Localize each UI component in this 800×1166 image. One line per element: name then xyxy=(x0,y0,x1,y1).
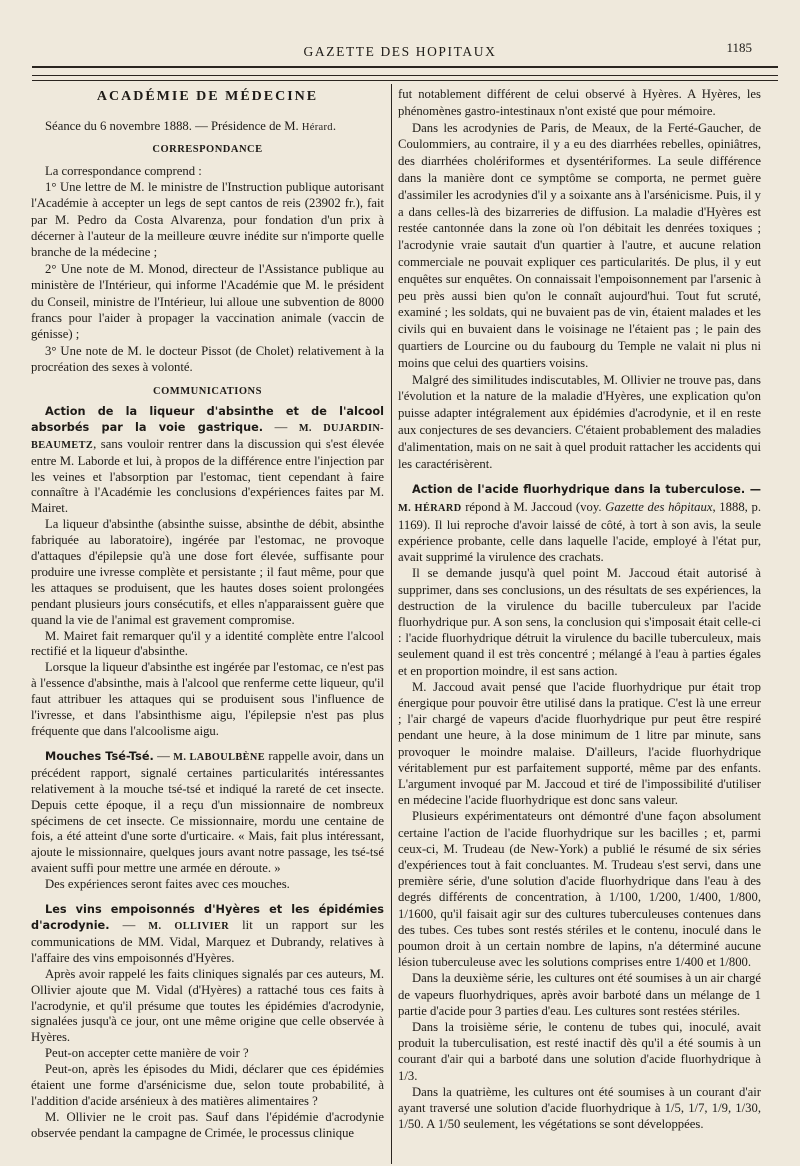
page-number: 1185 xyxy=(726,40,752,55)
absinthe-paragraph-2: La liqueur d'absinthe (absinthe suisse, absinthe de débit, absinthe fabriquée au laboratoire), ingérée par l'estomac, ne provoque d'attaques d'épilepsie qu'à une dose fort élevée, suffisante pour produire une ivresse complète et persistante ; il faut même, pour que les attaques se produisent, que les hautes doses soient prolongées pendant plusieurs jours consécutifs, et elles n'apparaissent guère que quand la vie de l'animal est gravement compromise. xyxy=(31,517,384,627)
section-title: ACADÉMIE DE MÉDECINE xyxy=(96,89,319,104)
tuberculose-text-1a: répond à M. Jaccoud (voy. xyxy=(461,499,606,514)
seance-text: Séance du 6 novembre 1888. — Présidence de M. xyxy=(45,119,302,134)
seance-end: . xyxy=(332,119,336,134)
mouches-paragraph-2: Des expériences seront faites avec ces mouches. xyxy=(45,877,290,892)
tuberculose-paragraph-7: Dans la quatrième, les cultures ont été soumises à un courant d'air ayant traversé une solution d'acide fluorhydrique à 1/5, 1/7, 1/9, 1/30, 1/50. A 1/50 seulement, les végétations se sont développées. xyxy=(398,1084,761,1132)
header-rule-thin-2 xyxy=(32,80,778,81)
header-rule-thick xyxy=(32,66,778,68)
running-title: GAZETTE DES HOPITAUX xyxy=(303,44,497,59)
tuberculose-paragraph-5: Dans la deuxième série, les cultures ont été soumises à un air chargé de vapeurs fluorhydriques, après avoir barboté dans un mélange de 1 partie d'acide pour 3 parties d'eau. Les cultures sont restées stériles. xyxy=(398,971,761,1018)
mouches-text-1: rappelle avoir, dans un précédent rapport, signalé certaines particularités intéressantes relativement à la mouche tsé-tsé et indiqué la rareté de cet insecte. Depuis cette époque, il a reçu d'un missionnaire de nombreux spécimens de cet insecte. Ce missionnaire, mordu une centaine de fois, a été atteint d'une sorte d'urticaire. « Mais, fait plus intéressant, ajoute le missionnaire, quelques jours avant notre passage, les tsé-tsé avaient suffi pour mettre une armée en déroute. » xyxy=(31,748,385,876)
correspondance-heading: CORRESPONDANCE xyxy=(152,144,263,156)
seance-line xyxy=(31,118,384,136)
vins-paragraph-5: M. Ollivier ne le croit pas. Sauf dans l'épidémie d'acrodynie observée pendant la campagne de Crimée, le processus clinique xyxy=(31,1109,384,1140)
vins-paragraph-2: Après avoir rappelé les faits cliniques signalés par ces auteurs, M. Ollivier ajoute que M. Vidal (d'Hyères) a rattaché tous ces faits à l'acrodynie, et qu'il présume que toutes les épidémies d'acrodynie, signalées jusqu'à ce jour, ont une même origine que celle observée à Hyères. xyxy=(31,966,384,1045)
vins-continued-2: Dans les acrodynies de Paris, de Meaux, de la Ferté-Gaucher, de Coulommiers, au contraire, il y a eu des diarrhées rebelles, opiniâtres, des diarrhées cholériformes et dysentériformes. La seule différence dans la manière dont ce symptôme se comporta, ne permet guère d'assimiler les acrodynies d'il y a soixante ans à l'arsénicisme. Puis, il y a dans celles-là des bizarreries de diffusion. La maladie d'Hyères est restée cantonnée dans la zone où l'on débitait les denrées toxiques ; l'acrodynie vraie sautait d'un quartier à l'autre, et aucune relation commerciale ne pouvait expliquer ces particularités. De plus, il y eut enquêtes sur enquêtes. On connaissait l'empoisonnement par l'arsenic à peu près aussi bien qu'on le connaît aujourd'hui. Tout fut scruté, examiné ; les soldats, qui ne buvaient pas de vin, étaient malades et les civils qui en buvaient dans le voisinage ne l'étaient pas ; le pain des quartiers de Lourcine ou du faubourg du Temple ne valait ni plus ni moins que celui des quartiers voisins. xyxy=(398,120,761,370)
journal-title: Gazette des hôpitaux xyxy=(605,499,713,514)
vins-paragraph-4: Peut-on, après les épisodes du Midi, déclarer que ces épidémies étaient une forme d'arsénicisme due, selon toute probabilité, à l'addition d'acide arsénieux à des matières alimentaires ? xyxy=(31,1062,384,1108)
tuberculose-author: M. HÉRARD xyxy=(398,502,462,514)
tuberculose-paragraph-6: Dans la troisième série, le contenu de tubes qui, inoculé, avait produit la tuberculisation, est resté inactif dès qu'il a été soumis à un courant d'air qui a barboté dans une solution d'acide fluorhydrique à 1/3. xyxy=(398,1020,761,1083)
absinthe-paragraph-1: Action de la liqueur d'absinthe et de l'alcool absorbés par la voie gastrique. — M. DUJARDIN-BEAUMETZ, sans vouloir rentrer dans la discussion qui s'est élevée entre M. Laborde et lui, à propos de la différence entre l'injection par les veines et l'absorption par l'estomac, tient cependant à faire connaître à l'Académie les conclusions d'expériences faites par M. Mairet. xyxy=(31,404,385,516)
vins-paragraph-1: Les vins empoisonnés d'Hyères et les épidémies d'acrodynie. — M. OLLIVIER lit un rapport sur les communications de MM. Vidal, Marquez et Dubrandy, relatives à l'affaire des vins empoisonnés d'Hyères. xyxy=(31,903,384,965)
correspondance-item-1: 1° Une lettre de M. le ministre de l'Instruction publique autorisant l'Académie à accepter un legs de sept cantos de reis (23902 fr.), fait par M. Pedro da Costa Alvarenza, pour fondation d'un prix à décerner à l'auteur de la meilleure œuvre inédite sur n'importe quelle branche de la médecine ; xyxy=(31,179,384,260)
header-rule-thin xyxy=(32,75,778,76)
tuberculose-text-1b: , 1888, p. 1169). Il lui reproche d'avoir laissé de côté, à tort à son avis, la seule expérience probante, celle dans laquelle l'acide, employé à l'état pur, avait supprimé la virulence des crachats. xyxy=(398,499,762,565)
vins-paragraph-3: Peut-on accepter cette manière de voir ? xyxy=(45,1046,249,1061)
absinthe-text-1: , sans vouloir rentrer dans la discussion qui s'est élevée entre M. Laborde et lui, à propos de la différence entre l'injection par les veines et l'absorption par l'estomac, tient cependant à faire connaître à l'Académie les conclusions d'expériences faites par M. Mairet. xyxy=(31,436,384,516)
mouches-lead: Mouches Tsé-Tsé. xyxy=(45,749,154,763)
communications-heading: COMMUNICATIONS xyxy=(153,385,262,397)
correspondance-item-2: 2° Une note de M. Monod, directeur de l'Assistance publique au ministère de l'Intérieur, qui informe l'Académie que M. le président du Conseil, ministre de l'Intérieur, lui alloue une subvention de 8000 francs pour l'aider à propager la vaccination animale (vaccin de génisse) ; xyxy=(31,261,384,342)
seance-president: Hérard xyxy=(301,122,333,134)
tuberculose-paragraph-2: Il se demande jusqu'à quel point M. Jaccoud était autorisé à supprimer, dans ses conclusions, un des résultats de ses expériences, la destruction de la virulence du bacille tuberculeux par l'acide fluorhydrique pur. A son sens, la conclusion qui s'imposait était celle-ci : l'acide fluorhydrique détruit la virulence du bacille tuberculeux, mais seulement quand il est très concentré ; mélangé à l'eau à parties égales et en proportion moindre, il est sans action. xyxy=(398,566,761,678)
tuberculose-paragraph-3: M. Jaccoud avait pensé que l'acide fluorhydrique pur était trop énergique pour pouvoir être utilisé dans la pratique. C'est là une erreur ; l'air chargé de vapeurs d'acide fluorhydrique pur peut être respiré pendant une heure, à la dose minimum de 1 litre par minute, sans provoquer le moindre malaise. D'ailleurs, l'acide fluorhydrique véritablement pur est parfaitement supporté, même par des enfants. L'argument invoqué par M. Jaccoud et tiré de l'impossibilité d'utiliser en médecine l'acide fluorhydrique est donc sans valeur. xyxy=(398,679,761,808)
right-column xyxy=(398,86,761,1132)
absinthe-paragraph-3: M. Mairet fait remarquer qu'il y a identité complète entre l'alcool rectifié et la liqueur d'absinthe. xyxy=(31,628,384,659)
mouches-paragraph-1: Mouches Tsé-Tsé. — M. LABOULBÈNE rappelle avoir, dans un précédent rapport, signalé certaines particularités intéressantes relativement à la mouche tsé-tsé et indiqué la rareté de cet insecte. Depuis cette époque, il a reçu d'un missionnaire de nombreux spécimens de cet insecte. Ce missionnaire, mordu une centaine de fois, a été atteint d'une sorte d'urticaire. « Mais, fait plus intéressant, ajoute le missionnaire, quelques jours avant notre passage, les tsé-tsé avaient suffi pour mettre une armée en déroute. » xyxy=(31,748,385,876)
absinthe-author: M. DUJARDIN-BEAUMETZ xyxy=(31,422,385,451)
tuberculose-paragraph-1 xyxy=(398,481,761,565)
tuberculose-lead: Action de l'acide fluorhydrique dans la tuberculose. — xyxy=(412,483,761,497)
tuberculose-paragraph-4: Plusieurs expérimentateurs ont démontré d'une façon absolument certaine l'action de l'acide fluorhydrique sur les bacilles ; et, parmi ceux-ci, M. Trudeau (de New-York) a publié le résumé de six séries d'expériences tout à fait concluantes. M. Trudeau s'est servi, dans une première série, d'une solution d'acide fluorhydrique dans l'eau à des degrés différents de concentration, à 1/100, 1/200, 1/400, 1/800, 1/1600, qu'il faisait agir sur des cultures tuberculeuses contenues dans des tubes. Ces tubes sont restés stériles et le contenu, inoculé dans le poumon droit à un certain nombre de lapins, n'a déterminé aucune lésion tuberculeuse avec les solutions comprises entre 1/400 et 1/800. xyxy=(398,809,761,970)
left-column xyxy=(31,86,384,1142)
correspondance-item-3: 3° Une note de M. le docteur Pissot (de Cholet) relativement à la procréation des sexes à volonté. xyxy=(31,343,384,375)
vins-text-1: lit un rapport sur les communications de MM. Vidal, Marquez et Dubrandy, relatives à l'affaire des vins empoisonnés d'Hyères. xyxy=(31,917,384,965)
vins-continued-1: fut notablement différent de celui observé à Hyères. A Hyères, les phénomènes gastro-intestinaux n'ont existé que pour mémoire. xyxy=(398,87,761,118)
absinthe-lead: Action de la liqueur d'absinthe et de l'alcool absorbés par la voie gastrique. xyxy=(31,404,384,434)
vins-continued-3: Malgré des similitudes indiscutables, M. Ollivier ne trouve pas, dans l'évolution et la nature de la maladie d'Hyères, une explication qu'on puisse adapter intégralement aux épidémies d'acrodynie, et il en reste aux conjectures de ses devanciers. C'étaient probablement des maladies d'alimentation, mais on ne sait à quel produit rattacher les accidents qui les caractérisèrent. xyxy=(398,372,761,471)
mouches-author: M. LABOULBÈNE xyxy=(173,751,266,763)
column-divider xyxy=(391,84,392,1164)
absinthe-paragraph-4: Lorsque la liqueur d'absinthe est ingérée par l'estomac, ce n'est pas à l'essence d'absinthe, mais à l'alcool que renferme cette liqueur, qu'il faut attribuer les attaques qui se produisent sous l'influence de l'ivresse, et dans l'absinthisme aigu, l'épilepsie n'est pas plus fréquente que dans l'alcoolisme aigu. xyxy=(31,660,384,739)
correspondance-intro: La correspondance comprend : xyxy=(45,163,202,178)
vins-author: M. OLLIVIER xyxy=(148,920,230,932)
vins-lead: Les vins empoisonnés d'Hyères et les épidémies d'acrodynie. xyxy=(31,903,384,932)
